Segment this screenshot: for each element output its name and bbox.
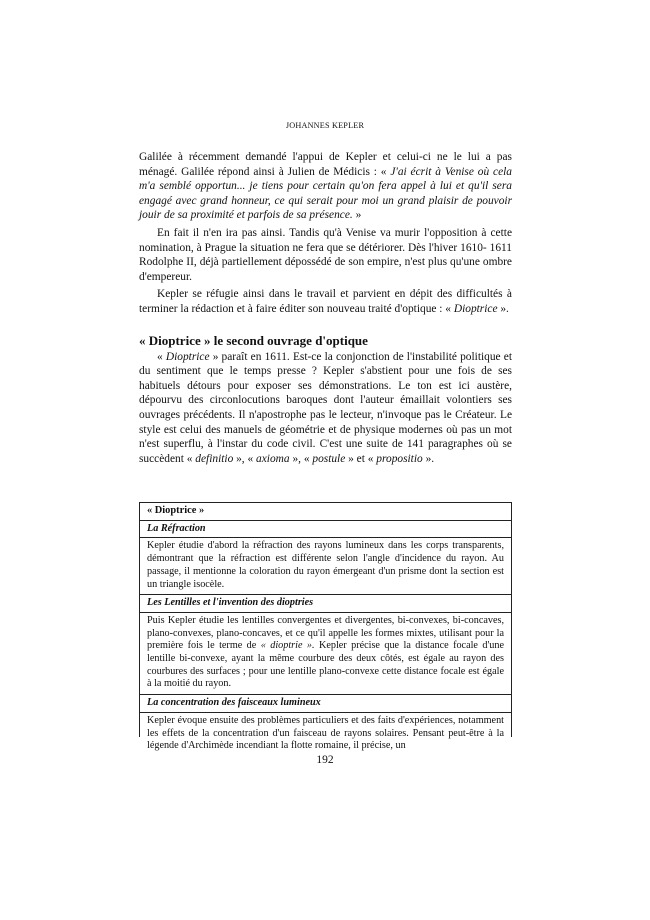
sp-start: «: [157, 350, 166, 363]
sp-mid-4: » et «: [345, 452, 377, 465]
box-body-lenses: [140, 613, 511, 694]
lenses-text-b: Kepler précise que la distance focale d'une lentille bi-convexe, ayant la même courbure des deux côtés, est égale au rayon des courbures des surfaces ; pour une lentille plano-convexe cette distance focale est égale à la moitié du rayon.: [147, 640, 504, 690]
p1-text: Galilée à récemment demandé l'appui de Kepler et celui-ci ne le lui a pas ménagé. Galilée répond ainsi à Julien de Médicis : «: [139, 151, 512, 178]
sp-italic-1: Dioptrice: [165, 350, 210, 363]
main-text: [139, 150, 512, 466]
summary-box: [139, 502, 512, 752]
box-section-concentration: [140, 695, 511, 756]
box-heading-concentration: La concentration des faisceaux lumineux: [140, 695, 511, 713]
p3-title: Dioptrice: [453, 302, 498, 315]
sp-mid-2: », «: [233, 452, 257, 465]
paragraph-1: [139, 150, 512, 223]
box-title: « Dioptrice »: [140, 503, 511, 521]
sp-mid-1: » paraît en 1611. Est-ce la conjonction de l'instabilité politique et du sentiment que le temps presse ? Kepler s'abstient pour une fois de ses habituels détours pour exposer ses démonstrations. Le ton est ici austère, dépourvu des circonlocutions baroques dont l'auteur émaillait volontiers ses ouvrages précédents. Il n'apostrophe pas le lecteur, n'invoque pas le Créateur. Le style est celui des manuels de géométrie et de physique modernes où pas un mot n'est superflu, à l'instar du code civil. C'est une suite de 141 paragraphes où se succèdent «: [139, 350, 512, 465]
page-number: 192: [316, 754, 334, 766]
paragraph-2: En fait il n'en ira pas ainsi. Tandis qu'à Venise va murir l'opposition à cette nomination, à Prague la situation ne fera que se détériorer. Dès l'hiver 1610- 1611 Rodolphe II, déjà partiellement dépossédé de son empire, n'est plus qu'une ombre d'empereur.: [139, 226, 512, 283]
lenses-text-a: Puis Kepler étudie les lentilles convergentes et divergentes, bi-convexes, bi-concaves, plano-convexes, plano-concaves, et ce qu'il appelle les formes mixtes, utilisant pour la première fois le terme de: [147, 614, 504, 652]
sp-italic-4: postule: [312, 452, 346, 465]
box-body-concentration: Kepler évoque ensuite des problèmes particuliers et des faits d'expériences, notamment les effets de la concentration d'un faisceau de rayons solaires. Pensant peut-être à la légende d'Archimède incendiant la flotte romaine, il précise, un: [147, 714, 504, 752]
p1-quote: J'ai écrit à Venise où cela m'a semblé opportun... je tiens pour certain qu'on fera appel à lui et qu'il sera engagé avec grand honneur, ce qui serait pour moi un grand plaisir de pouvoir jouir de sa proximité et parfois de sa présence.: [139, 165, 512, 222]
sp-mid-3: », «: [289, 452, 313, 465]
sp-italic-2: definitio: [195, 452, 234, 465]
section-heading: « Dioptrice » le second ouvrage d'optique: [139, 332, 368, 348]
running-header: JOHANNES KEPLER: [285, 121, 365, 130]
box-section-refraction: [140, 521, 511, 596]
box-body-refraction: Kepler étudie d'abord la réfraction des rayons lumineux dans les corps transparents, démontrant que la réfraction est différente selon l'angle d'incidence du rayon. Au passage, il mentionne la coloration du rayon émergeant d'un prisme dont la section est un triangle isocèle.: [147, 540, 504, 590]
sp-end: ».: [422, 452, 435, 465]
box-section-lenses: [140, 595, 511, 695]
p3-end: ».: [497, 302, 509, 315]
box-heading-lenses: Les Lentilles et l'invention des dioptries: [140, 595, 511, 613]
box-heading-refraction: La Réfraction: [140, 521, 511, 539]
lenses-term: « dioptrie ».: [260, 640, 315, 652]
p3-text: Kepler se réfugie ainsi dans le travail et parvient en dépit des difficultés à terminer la rédaction et à faire éditer son nouveau traité d'optique : «: [139, 288, 512, 315]
section-paragraph: [139, 350, 512, 467]
sp-italic-5: propositio: [376, 452, 423, 465]
sp-italic-3: axioma: [256, 452, 290, 465]
paragraph-3: [139, 287, 512, 316]
p1-end: »: [352, 209, 362, 222]
